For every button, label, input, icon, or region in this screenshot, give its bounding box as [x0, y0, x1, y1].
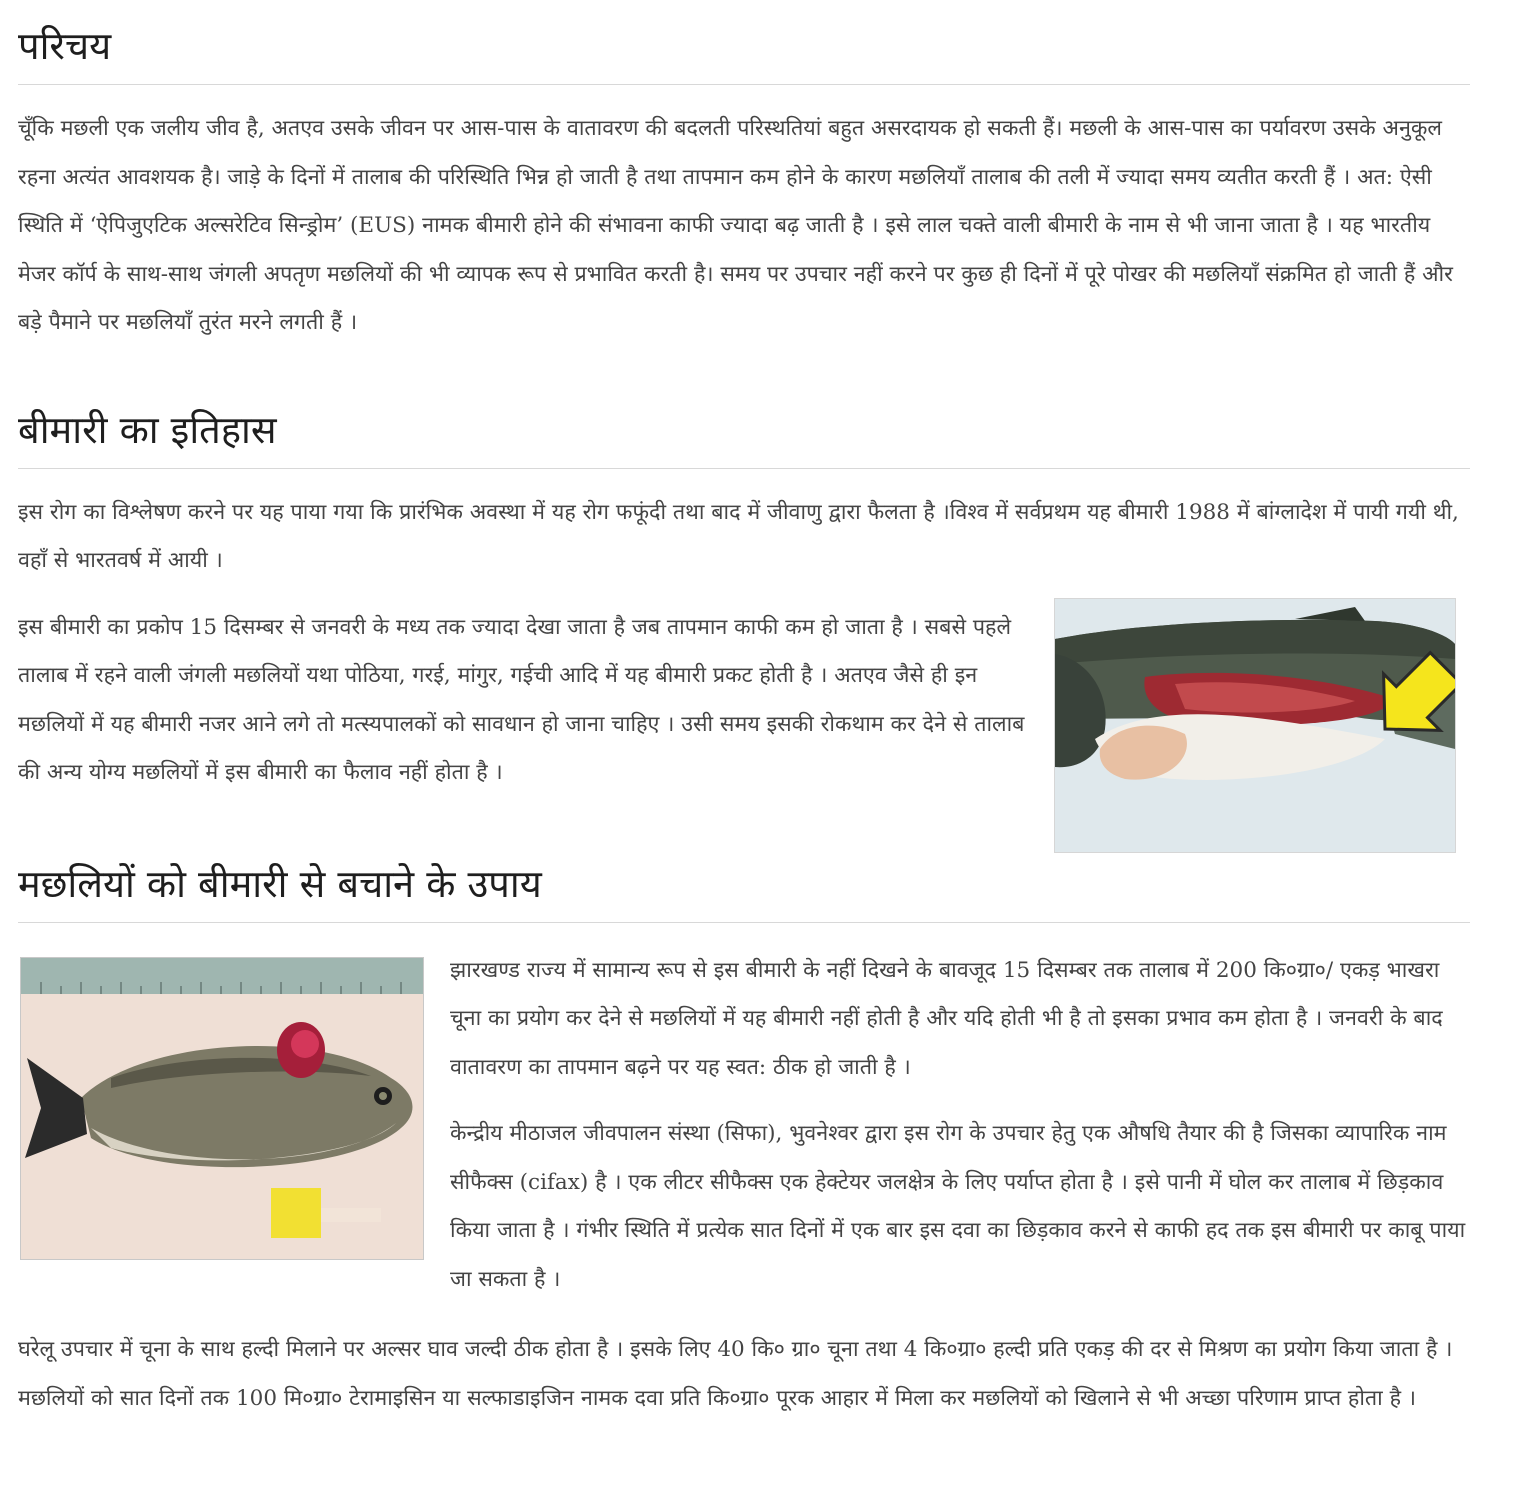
article — [18, 0, 1470, 1423]
section-heading-disease-history: बीमारी का इतिहास — [18, 406, 1470, 469]
fish-ulcer-photo-illustration — [21, 958, 423, 1259]
prevention-paragraph-2: केन्द्रीय मीठाजल जीवपालन संस्था (सिफा), भुवनेश्वर द्वारा इस रोग के उपचार हेतु एक औषधि तैयार की है जिसका व्यापारिक नाम सीफैक्स (cifax) है । एक लीटर सीफैक्स एक हेक्टेयर जलक्षेत्र के लिए पर्याप्त होता है । इसे पानी में घोल कर तालाब में छिड़काव किया जाता है । गंभीर स्थिति में प्रत्येक सात दिनों में एक बार इस दवा का छिड़काव करने से काफी हद तक इस बीमारी पर काबू पाया जा सकता है । — [450, 1121, 1466, 1292]
section-heading-introduction: परिचय — [18, 0, 1470, 85]
prevention-paragraph-3: घरेलू उपचार में चूना के साथ हल्दी मिलाने पर अल्सर घाव जल्दी ठीक होता है । इसके लिए 40 कि० ग्रा० चूना तथा 4 कि०ग्रा० हल्दी प्रति एकड़ की दर से मिश्रण का प्रयोग किया जाता है । मछलियों को सात दिनों तक 100 मि०ग्रा० टेरामाइसिन या सल्फाडाइजिन नामक दवा प्रति कि०ग्रा० पूरक आहार में मिला कर मछलियों को खिलाने से भी अच्छा परिणाम प्राप्त होता है । — [18, 1337, 1453, 1411]
history-paragraph-2: इस बीमारी का प्रकोप 15 दिसम्बर से जनवरी के मध्य तक ज्यादा देखा जाता है जब तापमान काफी कम हो जाता है । सबसे पहले तालाब में रहने वाली जंगली मछलियों यथा पोठिया, गरई, मांगुर, गईची आदि में यह बीमारी प्रकट होती है । अतएव जैसे ही इन मछलियों में यह बीमारी नजर आने लगे तो मत्स्यपालकों को सावधान हो जाना चाहिए । उसी समय इसकी रोकथाम कर देने से तालाब की अन्य योग्य मछलियों में इस बीमारी का फैलाव नहीं होता है । — [18, 614, 1025, 785]
fish-ulcer-photo — [20, 957, 424, 1260]
prevention-paragraph-1: झारखण्ड राज्य में सामान्य रूप से इस बीमारी के नहीं दिखने के बावजूद 15 दिसम्बर तक तालाब में 200 कि०ग्रा०/ एकड़ भाखरा चूना का प्रयोग कर देने से मछलियों में यह बीमारी नहीं होती है और यदि होती भी है तो इसका प्रभाव कम होता है । जनवरी के बाद वातावरण का तापमान बढ़ने पर यह स्वत: ठीक हो जाती है । — [450, 957, 1443, 1080]
fish-lesion-photo-arrow — [1054, 598, 1456, 853]
section-heading-prevention: मछलियों को बीमारी से बचाने के उपाय — [18, 860, 1470, 923]
introduction-paragraph: चूँकि मछली एक जलीय जीव है, अतएव उसके जीवन पर आस-पास के वातावरण की बदलती परिस्थतियां बहुत असरदायक हो सकती हैं। मछली के आस-पास का पर्यावरण उसके अनुकूल रहना अत्यंत आवशयक है। जाड़े के दिनों में तालाब की परिस्थिति भिन्न हो जाती है तथा तापमान कम होने के कारण मछलियाँ तालाब की तली में ज्यादा समय व्यतीत करती हैं । अत: ऐसी स्थिति में ‘ऐपिजुएटिक अल्सरेटिव सिन्ड्रोम’ (EUS) नामक बीमारी होने की संभावना काफी ज्यादा बढ़ जाती है । इसे लाल चक्ते वाली बीमारी के नाम से भी जाना जाता है । यह भारतीय मेजर कॉर्प के साथ-साथ जंगली अपतृण मछलियों की भी व्यापक रूप से प्रभावित करती है। समय पर उपचार नहीं करने पर कुछ ही दिनों में पूरे पोखर की मछलियाँ संक्रमित हो जाती हैं और बड़े पैमाने पर मछलियाँ तुरंत मरने लगती हैं । — [18, 116, 1453, 335]
fish-lesion-photo-illustration — [1055, 599, 1455, 852]
history-paragraph-1: इस रोग का विश्लेषण करने पर यह पाया गया कि प्रारंभिक अवस्था में यह रोग फफूंदी तथा बाद में जीवाणु द्वारा फैलता है ।विश्व में सर्वप्रथम यह बीमारी 1988 में बांग्लादेश में पायी गयी थी, वहाँ से भारतवर्ष में आयी । — [18, 499, 1459, 573]
